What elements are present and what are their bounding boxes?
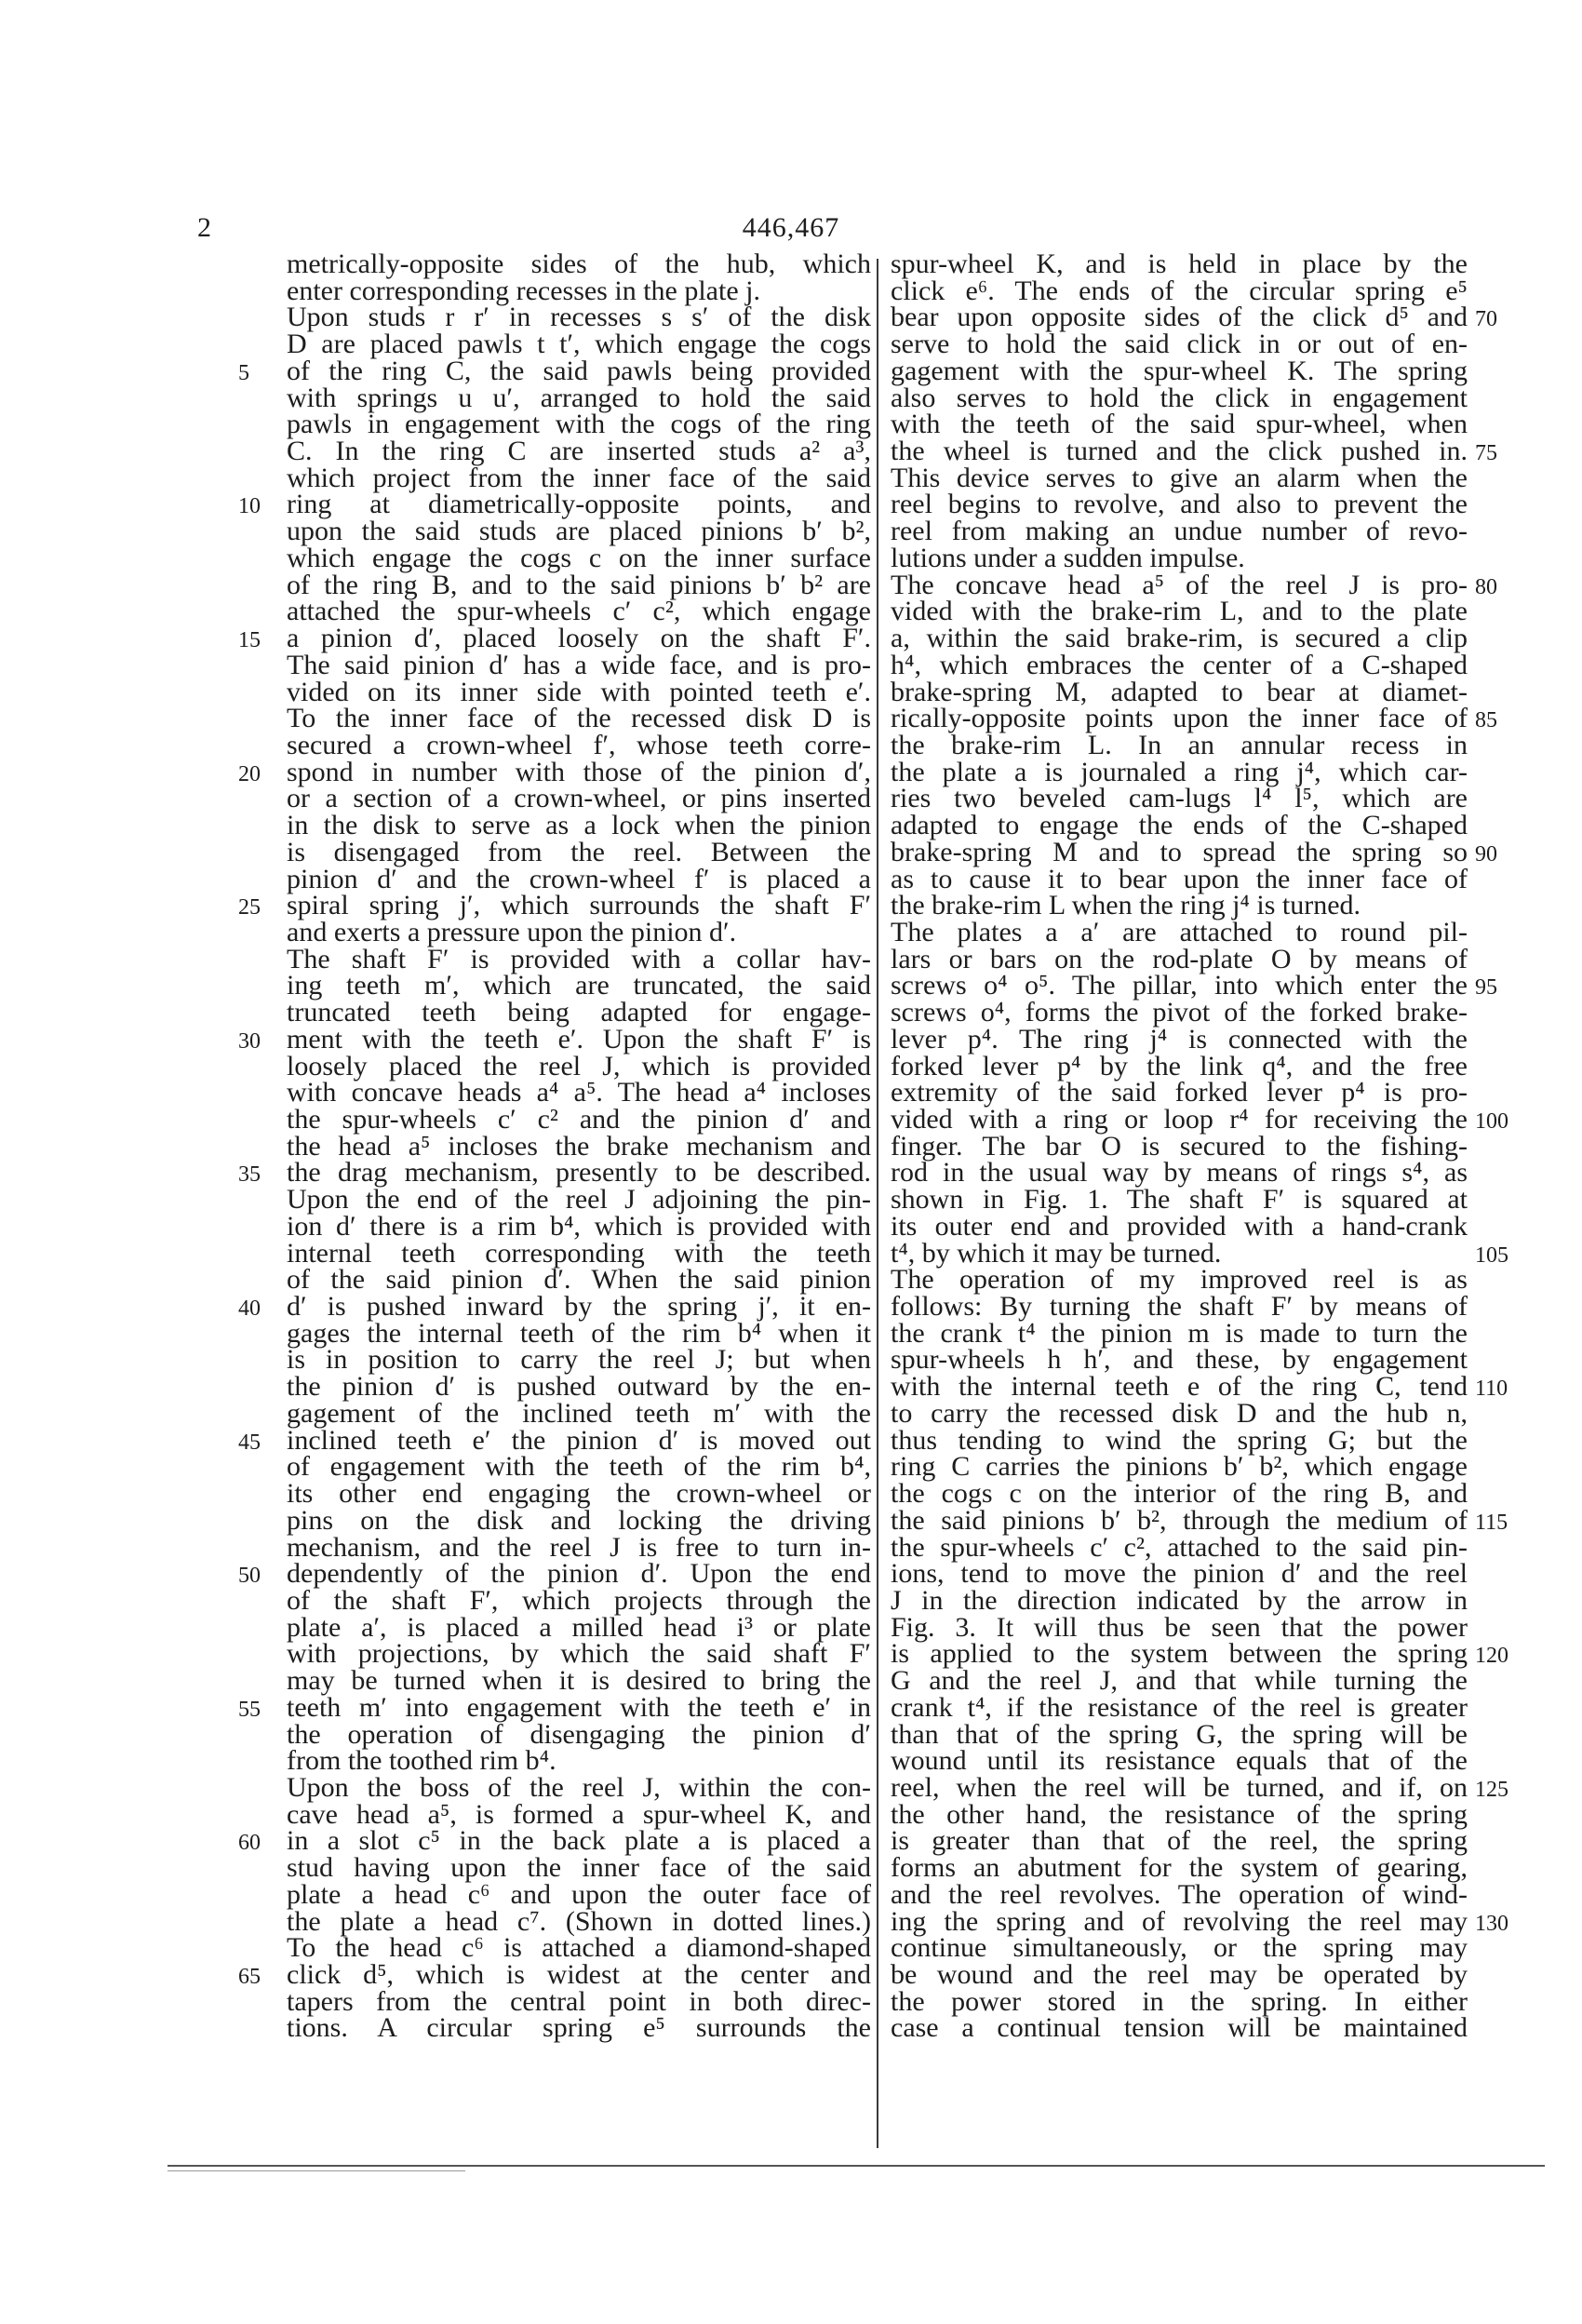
text-line: Upon the end of the reel J adjoining the pin-: [287, 1184, 871, 1216]
line-number: 5: [238, 360, 249, 385]
text-line: its other end engaging the crown-wheel or: [287, 1478, 871, 1510]
text-line: be wound and the reel may be operated by: [891, 1959, 1468, 1990]
text-line: with the teeth of the said spur-wheel, when: [891, 409, 1468, 440]
text-line: pins on the disk and locking the driving: [287, 1504, 871, 1536]
text-line: vided on its inner side with pointed teeth e′.: [287, 676, 871, 707]
text-line: may be turned when it is desired to bring the: [287, 1665, 871, 1697]
text-line: reel from making an undue number of revo-: [891, 516, 1468, 547]
text-line: the spur-wheels c′ c² and the pinion d′ and: [287, 1104, 871, 1135]
text-line: The said pinion d′ has a wide face, and is pro-: [287, 649, 871, 680]
text-line: the cogs c on the interior of the ring B, and: [891, 1478, 1468, 1510]
text-line: reel, when the reel will be turned, and if, on: [891, 1771, 1468, 1803]
text-line: lars or bars on the rod-plate O by means of: [891, 943, 1468, 974]
text-line: rod in the usual way by means of rings s⁴, as: [891, 1157, 1468, 1189]
text-line: click e⁶. The ends of the circular spring e⁵: [891, 275, 1468, 306]
line-number: 75: [1475, 441, 1497, 466]
text-line: in the disk to serve as a lock when the pinion: [287, 810, 871, 841]
text-line: a pinion d′, placed loosely on the shaft F′.: [287, 623, 871, 654]
line-number: 130: [1475, 1911, 1508, 1936]
text-line: ring at diametrically-opposite points, and: [287, 489, 871, 520]
text-line: its outer end and provided with a hand-crank: [891, 1210, 1468, 1242]
patent-number: 446,467: [742, 212, 840, 243]
text-line: also serves to hold the click in engagement: [891, 382, 1468, 413]
text-line: The shaft F′ is provided with a collar hav-: [287, 943, 871, 974]
text-line: J in the direction indicated by the arrow in: [891, 1584, 1468, 1616]
text-line: dependently of the pinion d′. Upon the end: [287, 1558, 871, 1590]
text-line: tions. A circular spring e⁵ surrounds the: [287, 2012, 871, 2044]
bottom-rule: [168, 2165, 1545, 2167]
text-line: vided with a ring or loop r⁴ for receiving the: [891, 1104, 1468, 1135]
text-line: and exerts a pressure upon the pinion d′.: [287, 916, 737, 947]
text-line: with the internal teeth e of the ring C, tend: [891, 1371, 1468, 1403]
line-number: 115: [1475, 1510, 1508, 1535]
text-line: The plates a a′ are attached to round pil-: [891, 916, 1468, 947]
text-line: ment with the teeth e′. Upon the shaft F′ is: [287, 1023, 871, 1055]
text-line: wound until its resistance equals that of the: [891, 1745, 1468, 1777]
line-number: 80: [1475, 574, 1497, 599]
text-line: the brake-rim L. In an annular recess in: [891, 729, 1468, 760]
left-column: [287, 251, 871, 2042]
text-line: plate a′, is placed a milled head i³ or plate: [287, 1611, 871, 1643]
text-line: loosely placed the reel J, which is provided: [287, 1050, 871, 1081]
text-line: Fig. 3. It will thus be seen that the power: [891, 1611, 1468, 1643]
text-line: of the said pinion d′. When the said pinion: [287, 1264, 871, 1296]
text-line: the brake-rim L when the ring j⁴ is turned.: [891, 890, 1361, 921]
text-line: is in position to carry the reel J; but when: [287, 1344, 871, 1376]
line-number: 50: [238, 1564, 261, 1589]
text-line: with projections, by which the said shaft F′: [287, 1638, 871, 1670]
text-line: screws o⁴, forms the pivot of the forked brake-: [891, 997, 1468, 1028]
text-line: the drag mechanism, presently to be described.: [287, 1157, 871, 1189]
text-line: is disengaged from the reel. Between the: [287, 836, 871, 867]
text-line: tapers from the central point in both direc-: [287, 1985, 871, 2017]
text-line: lever p⁴. The ring j⁴ is connected with the: [891, 1023, 1468, 1055]
text-line: a, within the said brake-rim, is secured a clip: [891, 623, 1468, 654]
text-line: which engage the cogs c on the inner surface: [287, 542, 871, 573]
text-line: the head a⁵ incloses the brake mechanism and: [287, 1130, 871, 1162]
text-line: d′ is pushed inward by the spring j′, it en-: [287, 1291, 871, 1323]
text-line: brake-spring M, adapted to bear at diamet-: [891, 676, 1468, 707]
text-line: reel begins to revolve, and also to prevent the: [891, 489, 1468, 520]
text-line: mechanism, and the reel J is free to turn in-: [287, 1531, 871, 1563]
line-number: 65: [238, 1965, 261, 1990]
text-line: stud having upon the inner face of the said: [287, 1852, 871, 1884]
text-line: attached the spur-wheels c′ c², which engage: [287, 596, 871, 627]
page-number: 2: [197, 212, 211, 243]
line-number: 90: [1475, 841, 1497, 866]
text-line: the power stored in the spring. In either: [891, 1985, 1468, 2017]
text-line: pinion d′ and the crown-wheel f′ is placed a: [287, 863, 871, 894]
text-line: continue simultaneously, or the spring may: [891, 1932, 1468, 1964]
text-line: screws o⁴ o⁵. The pillar, into which enter the: [891, 970, 1468, 1001]
text-line: ing the spring and of revolving the reel may: [891, 1905, 1468, 1937]
line-number: 55: [238, 1697, 261, 1722]
text-line: finger. The bar O is secured to the fishing-: [891, 1130, 1468, 1162]
text-line: from the toothed rim b⁴.: [287, 1745, 556, 1777]
text-line: the operation of disengaging the pinion d′: [287, 1718, 871, 1750]
text-line: adapted to engage the ends of the C-shaped: [891, 810, 1468, 841]
text-line: Upon studs r r′ in recesses s s′ of the disk: [287, 302, 871, 333]
text-line: enter corresponding recesses in the plate j.: [287, 275, 760, 306]
text-line: metrically-opposite sides of the hub, which: [287, 249, 871, 279]
line-number: 105: [1475, 1243, 1508, 1268]
text-line: the plate a head c⁷. (Shown in dotted lines.): [287, 1905, 871, 1937]
line-number: 60: [238, 1831, 261, 1856]
text-line: in a slot c⁵ in the back plate a is placed a: [287, 1825, 871, 1857]
text-line: of engagement with the teeth of the rim b⁴,: [287, 1451, 871, 1483]
text-line: vided with the brake-rim L, and to the plate: [891, 596, 1468, 627]
text-line: the other hand, the resistance of the spring: [891, 1798, 1468, 1830]
text-line: is greater than that of the reel, the spring: [891, 1825, 1468, 1857]
text-line: truncated teeth being adapted for engage-: [287, 997, 871, 1028]
line-number: 30: [238, 1028, 261, 1054]
text-line: serve to hold the said click in or out of en-: [891, 329, 1468, 360]
text-line: follows: By turning the shaft F′ by means of: [891, 1291, 1468, 1323]
text-line: and the reel revolves. The operation of wind-: [891, 1878, 1468, 1910]
text-line: To the inner face of the recessed disk D is: [287, 703, 871, 734]
text-line: thus tending to wind the spring G; but the: [891, 1424, 1468, 1456]
line-number: 120: [1475, 1644, 1508, 1669]
text-line: the spur-wheels c′ c², attached to the said pin-: [891, 1531, 1468, 1563]
text-line: inclined teeth e′ the pinion d′ is moved out: [287, 1424, 871, 1456]
line-number: 125: [1475, 1778, 1508, 1803]
text-line: click d⁵, which is widest at the center and: [287, 1959, 871, 1990]
text-line: internal teeth corresponding with the teeth: [287, 1237, 871, 1269]
text-line: lutions under a sudden impulse.: [891, 542, 1245, 573]
text-line: Upon the boss of the reel J, within the con-: [287, 1771, 871, 1803]
text-line: ries two beveled cam-lugs l⁴ l⁵, which are: [891, 783, 1468, 814]
text-line: plate a head c⁶ and upon the outer face of: [287, 1878, 871, 1910]
line-number: 85: [1475, 708, 1497, 733]
right-column: [891, 251, 1468, 2042]
text-line: gagement with the spur-wheel K. The spring: [891, 355, 1468, 386]
text-line: t⁴, by which it may be turned.: [891, 1237, 1222, 1269]
line-number: 110: [1475, 1377, 1508, 1402]
text-line: h⁴, which embraces the center of a C-shaped: [891, 649, 1468, 680]
line-number: 40: [238, 1296, 261, 1322]
line-number: 70: [1475, 307, 1497, 332]
text-line: crank t⁴, if the resistance of the reel is greater: [891, 1691, 1468, 1723]
line-number: 95: [1475, 975, 1497, 1001]
text-line: forked lever p⁴ by the link q⁴, and the free: [891, 1050, 1468, 1081]
text-line: cave head a⁵, is formed a spur-wheel K, and: [287, 1798, 871, 1830]
text-line: extremity of the said forked lever p⁴ is pro-: [891, 1077, 1468, 1108]
text-line: G and the reel J, and that while turning the: [891, 1665, 1468, 1697]
text-line: To the head c⁶ is attached a diamond-shaped: [287, 1932, 871, 1964]
line-number: 100: [1475, 1109, 1508, 1135]
text-line: of the ring B, and to the said pinions b′ b² are: [287, 569, 871, 600]
text-line: to carry the recessed disk D and the hub n,: [891, 1397, 1468, 1429]
text-line: as to cause it to bear upon the inner face of: [891, 863, 1468, 894]
text-line: the crank t⁴ the pinion m is made to turn the: [891, 1317, 1468, 1349]
text-line: spiral spring j′, which surrounds the shaft F′: [287, 890, 871, 921]
text-line: which project from the inner face of the said: [287, 462, 871, 493]
text-line: with springs u u′, arranged to hold the said: [287, 382, 871, 413]
line-number: 35: [238, 1162, 261, 1188]
text-line: ions, tend to move the pinion d′ and the reel: [891, 1558, 1468, 1590]
line-number: 45: [238, 1430, 261, 1455]
text-line: with concave heads a⁴ a⁵. The head a⁴ incloses: [287, 1077, 871, 1108]
text-line: the said pinions b′ b², through the medium of: [891, 1504, 1468, 1536]
text-line: than that of the spring G, the spring will be: [891, 1718, 1468, 1750]
text-line: gagement of the inclined teeth m′ with the: [287, 1397, 871, 1429]
line-number: 10: [238, 494, 261, 519]
text-line: case a continual tension will be maintained: [891, 2012, 1468, 2044]
line-number: 25: [238, 895, 261, 920]
line-number: 15: [238, 628, 261, 653]
text-line: the wheel is turned and the click pushed in.: [891, 436, 1468, 467]
text-line: bear upon opposite sides of the click d⁵ and: [891, 302, 1468, 333]
bottom-rule-accent: [168, 2170, 465, 2171]
text-line: gages the internal teeth of the rim b⁴ when it: [287, 1317, 871, 1349]
text-line: of the shaft F′, which projects through the: [287, 1584, 871, 1616]
text-line: forms an abutment for the system of gearing,: [891, 1852, 1468, 1884]
text-line: of the ring C, the said pawls being provided: [287, 355, 871, 386]
text-line: ring C carries the pinions b′ b², which engage: [891, 1451, 1468, 1483]
text-line: The concave head a⁵ of the reel J is pro-: [891, 569, 1468, 600]
text-line: is applied to the system between the spring: [891, 1638, 1468, 1670]
text-line: spur-wheel K, and is held in place by the: [891, 249, 1468, 279]
text-line: D are placed pawls t t′, which engage the cogs: [287, 329, 871, 360]
text-line: The operation of my improved reel is as: [891, 1264, 1468, 1296]
text-line: shown in Fig. 1. The shaft F′ is squared at: [891, 1184, 1468, 1216]
text-line: rically-opposite points upon the inner face of: [891, 703, 1468, 734]
text-line: the plate a is journaled a ring j⁴, which car-: [891, 756, 1468, 787]
text-line: spond in number with those of the pinion d′,: [287, 756, 871, 787]
text-line: the pinion d′ is pushed outward by the en-: [287, 1371, 871, 1403]
text-line: brake-spring M and to spread the spring so: [891, 836, 1468, 867]
text-line: ing teeth m′, which are truncated, the said: [287, 970, 871, 1001]
text-line: pawls in engagement with the cogs of the ring: [287, 409, 871, 440]
line-number: 20: [238, 761, 261, 786]
text-line: ion d′ there is a rim b⁴, which is provided with: [287, 1210, 871, 1242]
text-line: secured a crown-wheel f′, whose teeth corre-: [287, 729, 871, 760]
column-divider: [877, 259, 878, 2148]
text-line: C. In the ring C are inserted studs a² a³,: [287, 436, 871, 467]
text-line: or a section of a crown-wheel, or pins inserted: [287, 783, 871, 814]
text-line: This device serves to give an alarm when the: [891, 462, 1468, 493]
text-line: teeth m′ into engagement with the teeth e′ in: [287, 1691, 871, 1723]
text-line: upon the said studs are placed pinions b′ b²,: [287, 516, 871, 547]
text-line: spur-wheels h h′, and these, by engagement: [891, 1344, 1468, 1376]
